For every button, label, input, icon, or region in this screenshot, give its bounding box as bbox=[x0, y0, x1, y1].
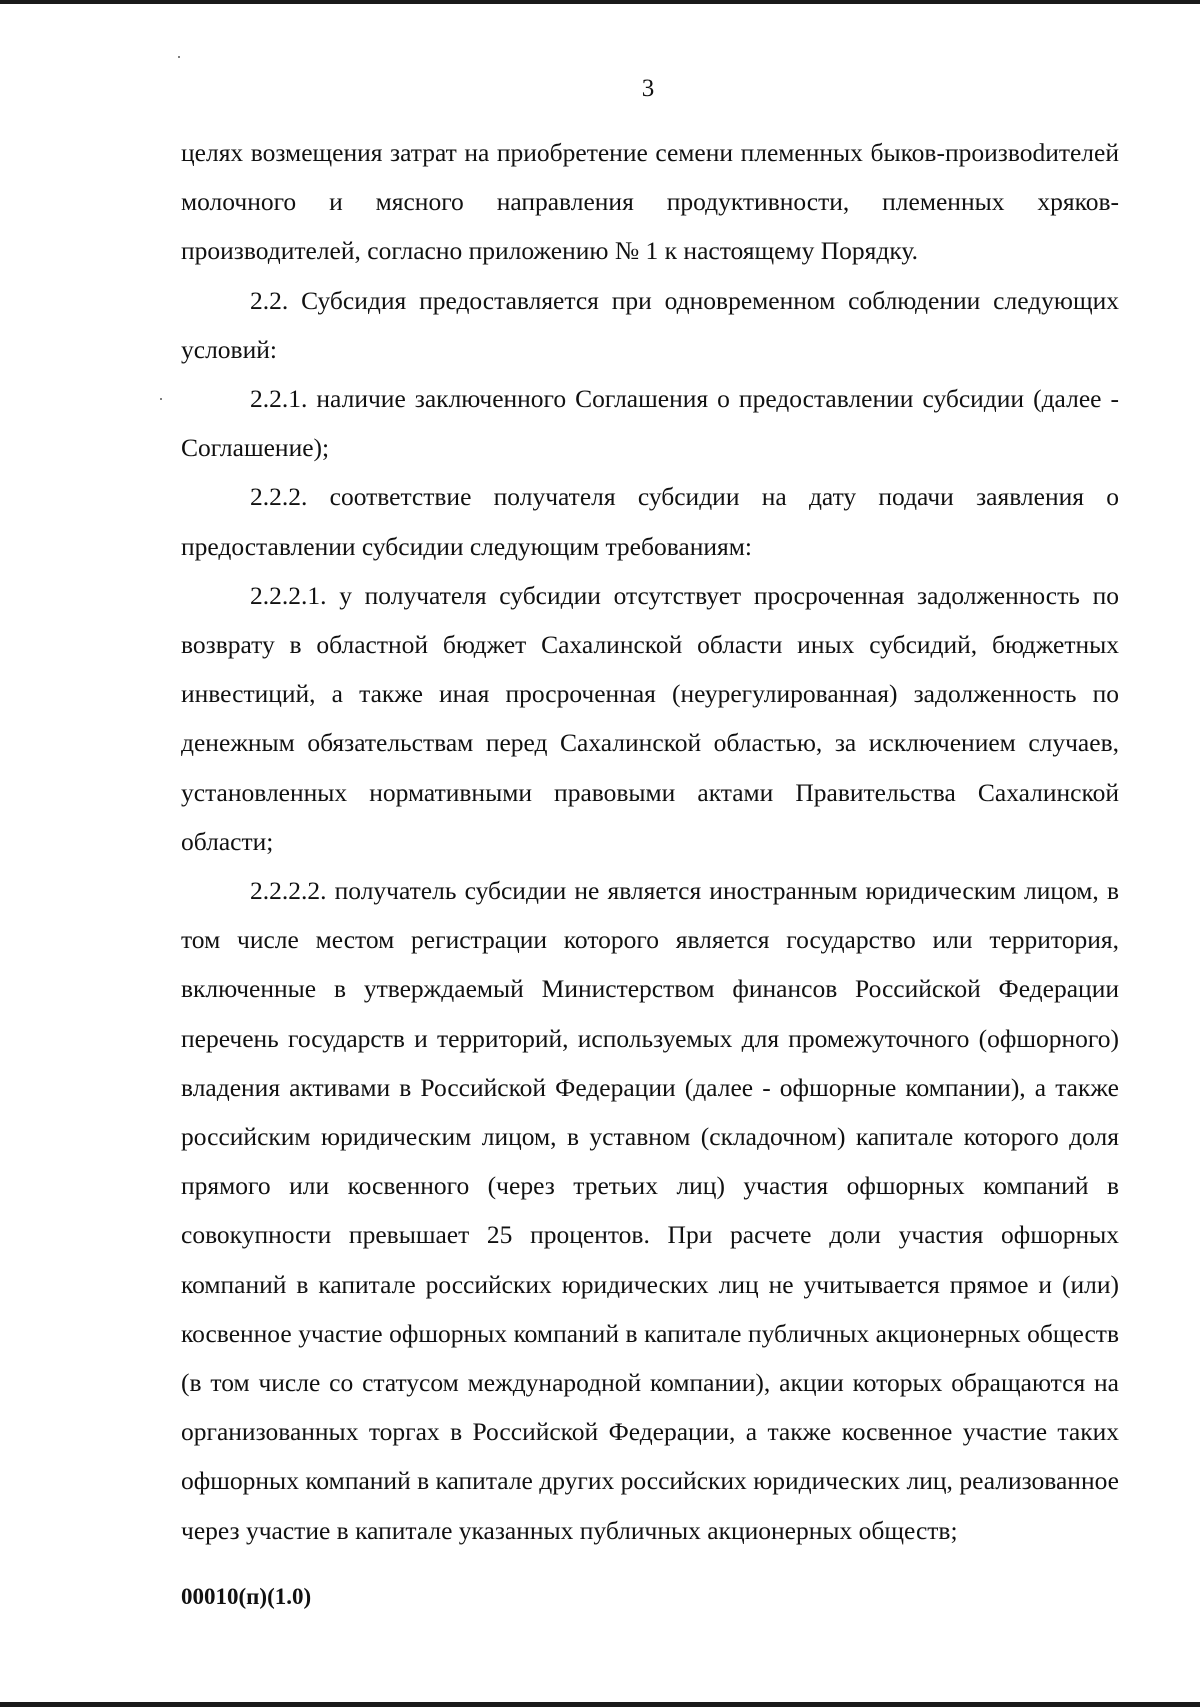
paragraph-2-2: 2.2. Субсидия предоставляется при одновременном соблюдении следующих условий: bbox=[181, 285, 1119, 364]
paragraph-2-2-2-1: 2.2.2.1. у получателя субсидии отсутствует просроченная задолженность по возврату в областной бюджет Сахалинской области иных субсидий, бюджетных инвестиций, а также иная просроченная (неурегулированная) задолженность по денежным обязательствам перед Сахалинской областью, за исключением случаев, установленных нормативными правовыми актами Правительства Сахалинской области; bbox=[181, 580, 1119, 856]
page-number: 3 bbox=[641, 75, 655, 102]
paragraph-2-2-2: 2.2.2. соответствие получателя субсидии на дату подачи заявления о предоставлении субсидии следующим требованиям: bbox=[181, 482, 1119, 561]
scan-bottom-border bbox=[0, 1702, 1200, 1707]
document-code: 00010(п)(1.0) bbox=[181, 1584, 312, 1609]
scan-speck bbox=[160, 398, 162, 400]
paragraph-2-2-1: 2.2.1. наличие заключенного Соглашения о предоставлении субсидии (далее - Соглашение); bbox=[181, 384, 1119, 463]
paragraph-continuation: целях возмещения затрат на приобретение семени племенных быков-произвоdителей молочного и мясного направления продуктивности, племенных хряков-производителей, согласно приложению № 1 к настоящему Порядку. bbox=[181, 138, 1119, 266]
scan-top-border bbox=[0, 0, 1200, 4]
document-body bbox=[181, 128, 1119, 1555]
scan-speck bbox=[178, 56, 180, 58]
paragraph-2-2-2-2: 2.2.2.2. получатель субсидии не является иностранным юридическим лицом, в том числе местом регистрации которого является государство или территория, включенные в утверждаемый Министерством финансов Российской Федерации перечень государств и территорий, используемых для промежуточного (офшорного) владения активами в Российской Федерации (далее - офшорные компании), а также российским юридическим лицом, в уставном (складочном) капитале которого доля прямого или косвенного (через третьих лиц) участия офшорных компаний в совокупности превышает 25 процентов. При расчете доли участия офшорных компаний в капитале российских юридических лиц не учитывается прямое и (или) косвенное участие офшорных компаний в капитале публичных акционерных обществ (в том числе со статусом международной компании), акции которых обращаются на организованных торгах в Российской Федерации, а также косвенное участие таких офшорных компаний в капитале других российских юридических лиц, реализованное через участие в капитале указанных публичных акционерных обществ; bbox=[181, 876, 1119, 1545]
